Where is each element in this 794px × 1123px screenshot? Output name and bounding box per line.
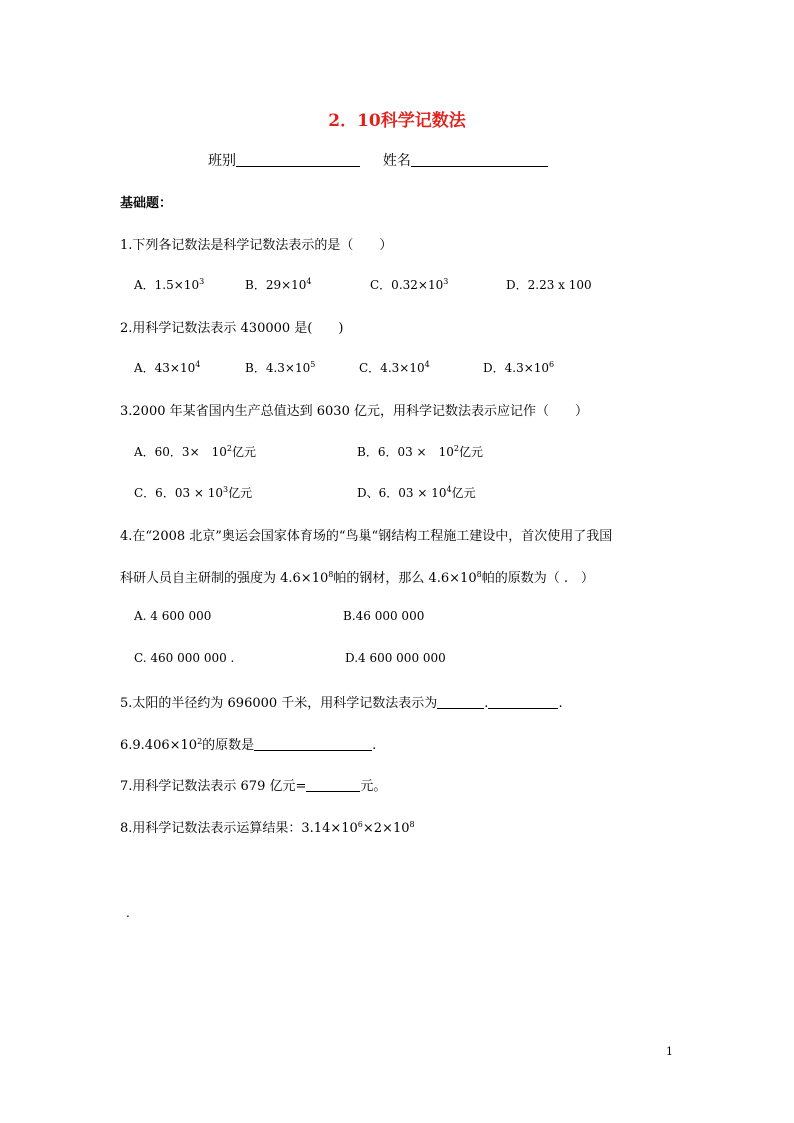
q4-option-b: B.46 000 000 <box>343 609 425 623</box>
section-heading: 基础题： <box>120 196 173 211</box>
q5-answer-blank-1[interactable] <box>437 696 484 709</box>
q1-option-c: C．$0.32\times 10^3$ <box>370 277 449 292</box>
q4-option-d: D.4 600 000 000 <box>345 651 446 665</box>
name-blank[interactable] <box>411 154 548 167</box>
question-4-line-1: 4.在“2008 北京”奥运会国家体育场的“鸟巢“钢结构工程施工建设中，首次使用了我国 <box>120 529 613 544</box>
q2-option-a: A．$43\times 10^4$ <box>134 360 201 375</box>
q3-option-c: C．6．$03 \times 10^3$亿元 <box>134 485 253 500</box>
q3-option-d: D、6．$03 \times 10^4$亿元 <box>357 485 476 500</box>
question-6: $6.9.406\times 10^2$的原数是 . <box>120 737 377 753</box>
q2-option-d: D．$4.3\times 10^6$ <box>483 360 555 375</box>
question-7: 7.用科学记数法表示 679 亿元= 元。 <box>120 779 387 794</box>
class-blank[interactable] <box>236 154 360 167</box>
q4-option-c: C. 460 000 000 . <box>134 651 235 665</box>
question-3: 3.2000 年某省国内生产总值达到 6030 亿元，用科学记数法表示应记作（ ） <box>120 404 588 419</box>
q3-option-b: B．6．03 × $10^2$亿元 <box>357 444 483 459</box>
q1-option-d: D．2.23 x 100 <box>506 278 592 292</box>
q7-answer-blank[interactable] <box>306 779 360 792</box>
student-info-line <box>208 150 548 170</box>
q5-answer-blank-2[interactable] <box>488 696 558 709</box>
question-1: 1.下列各记数法是科学记数法表示的是（ ） <box>120 238 393 253</box>
q2-option-b: B．$4.3\times 10^5$ <box>245 360 316 375</box>
stray-mark: . <box>126 906 130 920</box>
question-4-line-2: 科研人员自主研制的强度为 $4.6\times 10^8$帕的钢材，那么 $4.6\times 10^8$帕的原数为（ . ） <box>120 570 594 586</box>
q3-option-a: A．60．3× $10^2$亿元 <box>134 444 257 459</box>
q1-option-b: B．$29\times 10^4$ <box>245 277 312 292</box>
page-number: 1 <box>666 1045 673 1058</box>
q6-answer-blank[interactable] <box>254 738 372 751</box>
name-label: 姓名 <box>382 153 411 169</box>
question-2: 2.用科学记数法表示 430000 是( ) <box>120 321 344 336</box>
q4-option-a: A. 4 600 000 <box>134 609 212 623</box>
page-title: 2．10科学记数法 <box>328 111 466 131</box>
class-label: 班别 <box>208 153 236 169</box>
question-5: 5.太阳的半径约为 696000 千米，用科学记数法表示为 . . <box>120 696 563 711</box>
question-8: 8.用科学记数法表示运算结果：$3.14\times 10^6\times 2\times 10^8$ <box>120 820 415 836</box>
q2-option-c: C．$4.3\times 10^4$ <box>359 360 430 375</box>
q1-option-a: A．$1.5\times 10^3$ <box>134 277 205 292</box>
